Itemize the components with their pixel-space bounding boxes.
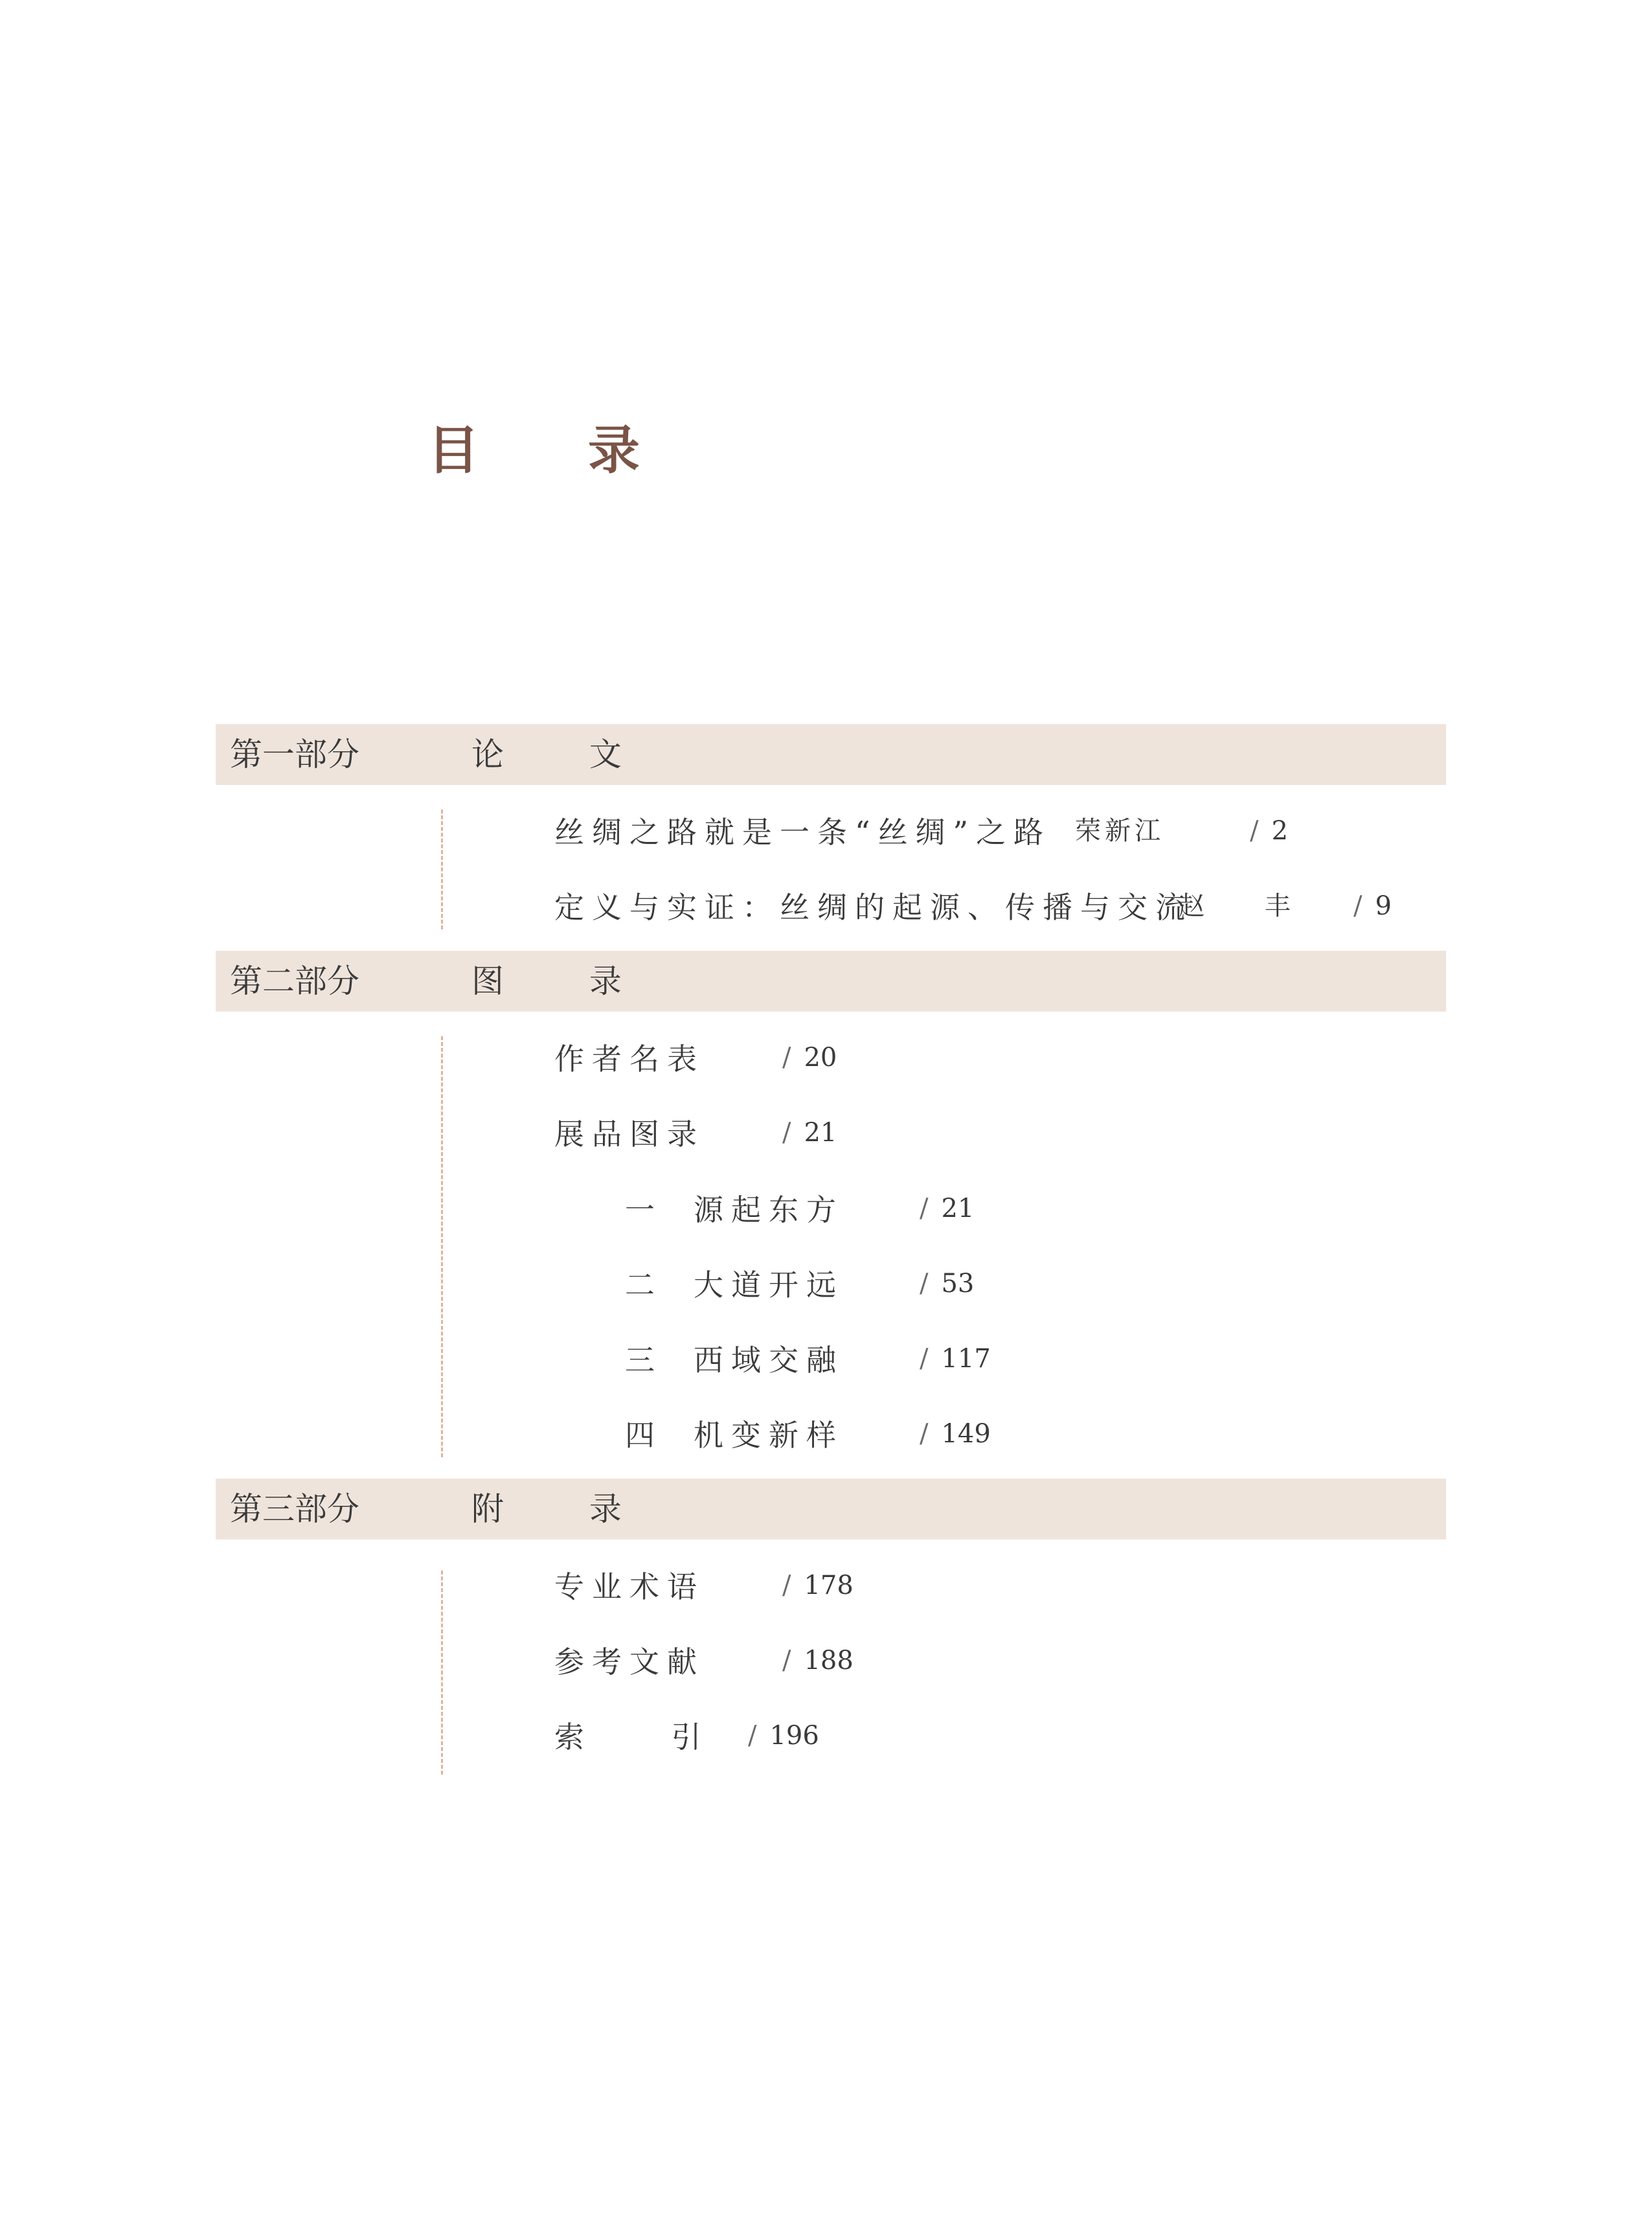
part-header-3	[216, 1479, 1446, 1539]
sub-entry-number: 四	[625, 1418, 655, 1453]
toc-entry-title[interactable]: 丝绸之路就是一条“丝绸”之路	[554, 815, 1052, 850]
sub-entry-number: 二	[625, 1267, 655, 1302]
toc-entry-page: / 188	[782, 1646, 854, 1675]
toc-entry-page: / 178	[782, 1571, 854, 1600]
sub-entry-number: 一	[625, 1192, 655, 1227]
toc-entry-title[interactable]: 索 引	[554, 1720, 740, 1755]
page-title: 目 录	[427, 420, 685, 481]
toc-entry-author: 荣新江	[1075, 816, 1164, 846]
part-title: 论 文	[471, 736, 659, 773]
toc-entry-page: / 117	[920, 1344, 991, 1374]
toc-entry-page: / 53	[920, 1269, 975, 1299]
toc-entry-title[interactable]: 定义与实证：丝绸的起源、传播与交流	[554, 890, 1193, 925]
toc-entry-page: / 9	[1353, 891, 1392, 921]
toc-entry-title[interactable]: 作者名表	[554, 1041, 705, 1076]
toc-entry-page: / 20	[782, 1043, 837, 1073]
toc-entry-page: / 149	[920, 1419, 991, 1449]
part-title: 附 录	[471, 1490, 659, 1528]
toc-entry-title[interactable]: 专业术语	[554, 1569, 705, 1604]
toc-entry-title[interactable]: 展品图录	[554, 1117, 705, 1152]
toc-entry-page: / 21	[782, 1118, 837, 1148]
toc-subentry-title[interactable]: 机变新样	[694, 1418, 844, 1453]
section-divider-line	[441, 1036, 443, 1457]
part-label: 第二部分	[230, 962, 359, 1000]
section-divider-line	[441, 810, 443, 929]
toc-entry-page: / 2	[1250, 816, 1288, 846]
toc-entry-author: 赵 丰	[1179, 891, 1317, 921]
part-header-1	[216, 724, 1446, 785]
sub-entry-number: 三	[625, 1343, 655, 1378]
part-header-2	[216, 951, 1446, 1012]
toc-entry-page: / 196	[748, 1721, 819, 1751]
part-label: 第一部分	[230, 736, 359, 773]
section-divider-line	[441, 1571, 443, 1775]
toc-entry-title[interactable]: 参考文献	[554, 1644, 705, 1679]
part-title: 图 录	[471, 962, 659, 1000]
toc-subentry-title[interactable]: 大道开远	[694, 1267, 844, 1302]
toc-subentry-title[interactable]: 源起东方	[694, 1192, 844, 1227]
toc-entry-page: / 21	[920, 1194, 975, 1223]
part-label: 第三部分	[230, 1490, 359, 1528]
toc-subentry-title[interactable]: 西域交融	[694, 1343, 844, 1378]
